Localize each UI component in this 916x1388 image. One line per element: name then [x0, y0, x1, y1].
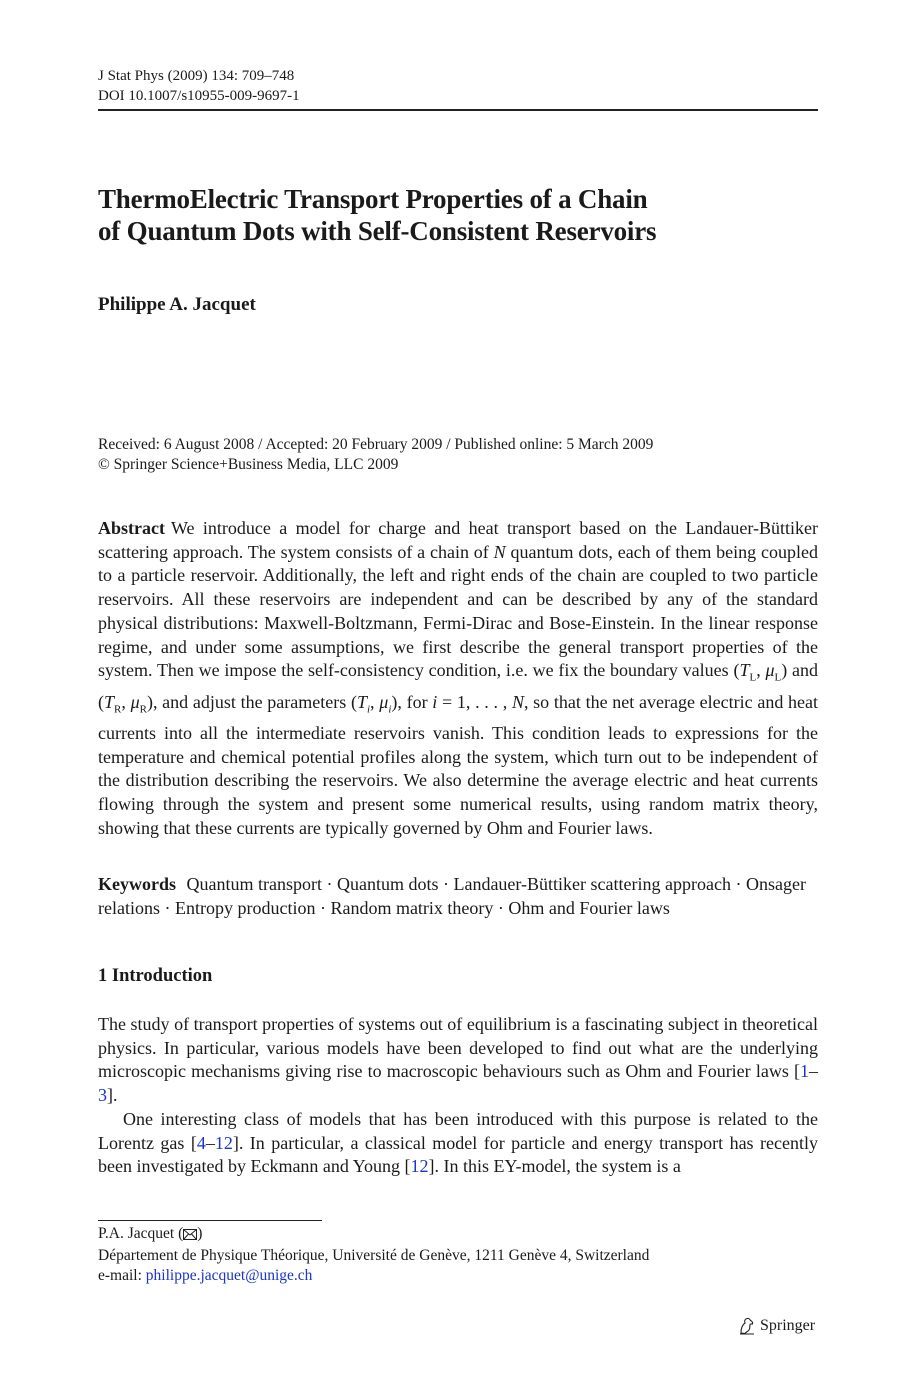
email-label: e-mail:: [98, 1267, 146, 1284]
citation-link[interactable]: 12: [214, 1132, 233, 1153]
intro-p2-end: ]. In this EY-model, the system is a: [428, 1156, 681, 1177]
math-parameters: ($T_i$, $\mu_i$): [350, 691, 398, 716]
dates-line: Received: 6 August 2008 / Accepted: 20 February 2009 / Published online: 5 March 2009: [98, 436, 654, 453]
envelope-icon: [183, 1226, 197, 1246]
intro-p1-text: The study of transport properties of systems out of equilibrium is a fascinating subject in theoretical physics. In particular, various models have been developed to find out what are the underlying microscopic mechanisms giving rise to macroscopic behaviours such as Ohm and Fourier laws [: [98, 1014, 818, 1082]
abstract-text-1: We introduce a model for charge and heat transport based on the Landauer-Büttiker scattering approach. The system consists of a chain of: [98, 518, 818, 562]
footnote-author-name: P.A. Jacquet (: [98, 1225, 184, 1242]
abstract-text-6: , so that the net average electric and heat currents into all the intermediate reservoirs vanish. This condition leads to expressions for the temperature and chemical potential profiles along the system, which turn out to be independent of the distribution describing the reservoirs. We also determine the average electric and heat currents flowing through the system and present some numerical results, using random matrix theory, showing that these currents are typically governed by Ohm and Fourier laws.: [98, 691, 819, 838]
email-link[interactable]: philippe.jacquet@unige.ch: [145, 1267, 313, 1284]
copyright-line: © Springer Science+Business Media, LLC 2009: [98, 456, 399, 473]
abstract-text-3: and: [792, 660, 818, 681]
keywords-label: Keywords: [98, 874, 176, 894]
math-N: N: [493, 541, 506, 562]
publication-dates: [98, 435, 653, 475]
footnote-email-line: [98, 1266, 649, 1286]
footnote: [98, 1224, 649, 1286]
footnote-affiliation: Département de Physique Théorique, Université de Genève, 1211 Genève 4, Switzerland: [98, 1247, 650, 1264]
keywords-text: Quantum transport · Quantum dots · Landauer-Büttiker scattering approach · Onsager relations · Entropy production · Random matrix theory · Ohm and Fourier laws: [98, 874, 806, 918]
abstract-label: Abstract: [98, 518, 165, 538]
publisher-logo: [738, 1317, 815, 1335]
footnote-author-end: ): [197, 1225, 203, 1242]
citation-dash: –: [205, 1132, 215, 1153]
doi: DOI 10.1007/s10955-009-9697-1: [98, 88, 300, 104]
footnote-author: [98, 1224, 649, 1246]
abstract-text-5: , for: [397, 691, 428, 712]
math-right-boundary: ($T_R$, $\mu_R$): [98, 691, 153, 716]
title-line-2: of Quantum Dots with Self-Consistent Reservoirs: [98, 216, 657, 246]
citation-link[interactable]: 4: [196, 1132, 206, 1153]
citation-link[interactable]: 12: [410, 1156, 429, 1177]
header-rule: [98, 109, 818, 111]
keywords: [98, 873, 818, 920]
article-title: [98, 183, 656, 247]
journal-header: [98, 66, 300, 106]
section-heading-introduction: 1 Introduction: [98, 966, 213, 986]
title-line-1: ThermoElectric Transport Properties of a Chain: [98, 184, 648, 214]
intro-p2-text: One interesting class of models that has been introduced with this purpose is related to the Lorentz gas [: [98, 1108, 818, 1153]
intro-paragraph-1: [98, 1013, 818, 1108]
introduction-body: [98, 1013, 818, 1179]
citation-link[interactable]: 3: [98, 1085, 107, 1106]
math-index-range: i = 1, . . . , N: [432, 691, 524, 712]
citation-link[interactable]: 1: [800, 1061, 809, 1082]
author-name: Philippe A. Jacquet: [98, 294, 256, 315]
footnote-rule: [98, 1220, 322, 1221]
abstract-text-2: quantum dots, each of them being coupled to a particle reservoir. Additionally, the left and right ends of the chain are coupled to two particle reservoirs. All these reservoirs are independent and can be described by any of the standard physical distributions: Maxwell-Boltzmann, Fermi-Dirac and Bose-Einstein. In the linear response regime, and under some assumptions, we first describe the general transport properties of the system. Then we impose the self-consistency condition, i.e. we fix the boundary values: [98, 541, 818, 681]
springer-horse-logo-icon: [738, 1317, 756, 1335]
intro-paragraph-2: [98, 1108, 818, 1179]
intro-p1-end: ].: [107, 1085, 118, 1106]
intro-p2-mid: ]. In particular, a classical model for particle and energy transport has recently been investigated by Eckmann and Young [: [98, 1132, 818, 1177]
citation-dash: –: [809, 1061, 818, 1082]
math-left-boundary: ($T_L$, $\mu_L$): [733, 660, 788, 684]
journal-citation: J Stat Phys (2009) 134: 709–748: [98, 68, 295, 84]
publisher-name: Springer: [760, 1317, 816, 1334]
abstract: [98, 517, 818, 840]
abstract-text-4: , and adjust the parameters: [152, 691, 347, 712]
